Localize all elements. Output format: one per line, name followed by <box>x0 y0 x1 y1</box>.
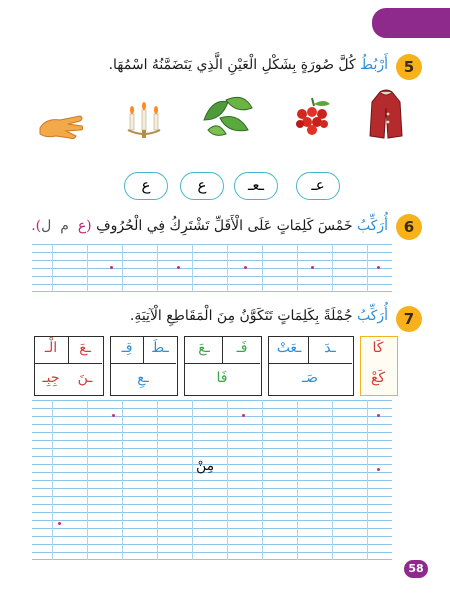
syllable-ta: ـطَ <box>151 340 169 356</box>
exercise-7-text: جُمْلَةً بِكَلِمَاتٍ تَتَكَوَّنُ مِنَ الْمَقَاطِعِ الْآتِيَةِ. <box>129 308 357 324</box>
syllable-da: ـدَ <box>324 340 336 356</box>
exercise-5-badge: 5 <box>396 54 422 80</box>
writing-lines-exercise-6[interactable] <box>32 244 392 292</box>
chapter-tab <box>372 8 450 38</box>
exercise-5-text: كُلَّ صُورَةٍ بِشَكْلِ الْعَيْنِ الَّذِي يَتَضَمَّنُهُ اسْمُهَا. <box>108 57 361 73</box>
exercise-6-paren-open: ( <box>86 218 92 234</box>
syllable-aa: ـعَ <box>198 340 210 356</box>
exercise-5-verb: أَرْبُطُ <box>360 57 388 73</box>
exercise-6-text: خَمْسَ كَلِمَاتٍ عَلَى الْأَقَلِّ تَشْتَرِكُ فِي الْحُرُوفِ <box>96 218 357 234</box>
syllable-aat: ـعَتْ <box>276 340 302 356</box>
syllable-sa: صَـ <box>302 370 318 386</box>
handwritten-word: مِنْ <box>196 458 215 474</box>
letter-shape-3[interactable]: ـعـ <box>234 172 278 200</box>
syllable-nun: ـنَ <box>77 370 93 386</box>
writing-lines-exercise-7[interactable] <box>32 400 392 560</box>
exercise-7-verb: أُرَكِّبُ <box>356 308 388 324</box>
syllable-jib: جِبِـ <box>42 370 60 386</box>
exercise-6-paren-close: ). <box>31 218 42 234</box>
grapes-icon <box>288 96 338 140</box>
syllable-qa: قِـ <box>121 340 133 356</box>
coat-icon <box>366 88 406 142</box>
syllable-ain: ـعِ <box>137 370 149 386</box>
syllable-ka: كَا <box>372 340 384 356</box>
mint-icon <box>198 90 256 140</box>
hand-icon <box>36 108 86 144</box>
syllable-kaa: كَعْ <box>370 370 386 386</box>
exercise-6-verb: أُرَكِّبُ <box>356 218 388 234</box>
syllable-faa: فَا <box>216 370 228 386</box>
exercise-5-instruction <box>109 57 388 73</box>
candles-icon <box>120 100 168 140</box>
exercise-7-instruction <box>130 308 388 324</box>
page-number: 58 <box>404 560 428 578</box>
letter-shape-1[interactable]: ع <box>124 172 168 200</box>
letter-shape-2[interactable]: ع <box>180 172 224 200</box>
exercise-6-letter-ain: ع <box>77 218 87 234</box>
syllable-al: الْـ <box>44 340 58 356</box>
exercise-6-letter-mim: م <box>60 218 69 234</box>
exercise-7-badge: 7 <box>396 306 422 332</box>
exercise-6-badge: 6 <box>396 214 422 240</box>
exercise-6-letter-lam: ل <box>41 218 52 234</box>
syllable-eya: ـعَ <box>79 340 91 356</box>
letter-shape-4[interactable]: عـ <box>296 172 340 200</box>
syllable-fa: فَـ <box>236 340 248 356</box>
exercise-6-instruction <box>31 218 388 234</box>
